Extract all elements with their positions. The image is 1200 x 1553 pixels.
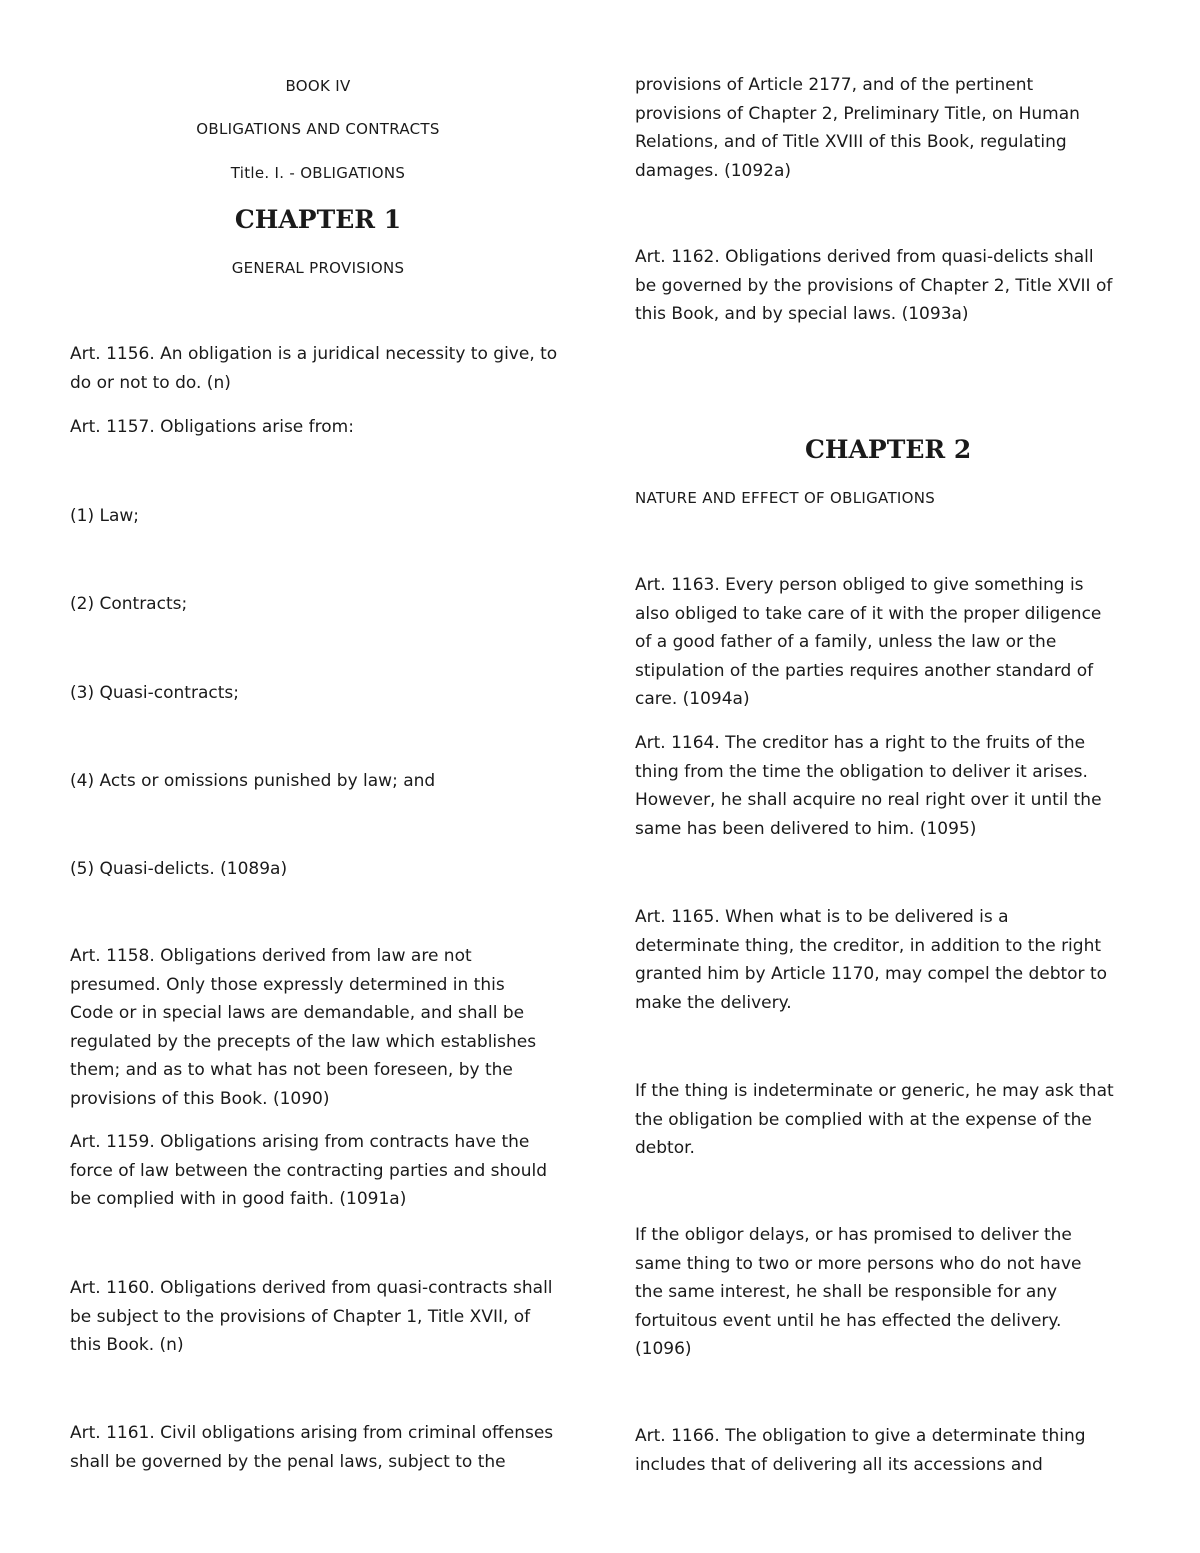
book-heading: BOOK IV [285, 77, 351, 95]
paragraph-generic-thing: If the thing is indeterminate or generic, he may ask that the obligation be complied with at the expense of the debtor. [635, 1081, 1114, 1158]
chapter-1-heading: CHAPTER 1 [234, 205, 402, 234]
list-item: (1) Law; [70, 506, 140, 526]
article-1156: Art. 1156. An obligation is a juridical necessity to give, to do or not to do. (n) [70, 344, 558, 393]
article-1166: Art. 1166. The obligation to give a determinate thing includes that of delivering all its accessions and [635, 1426, 1086, 1475]
chapter-2-heading: CHAPTER 2 [805, 435, 972, 464]
article-1158: Art. 1158. Obligations derived from law are not presumed. Only those expressly determined in this Code or in special laws are demandable, and shall be regulated by the precepts of the law which establishes them; and as to what has not been foreseen, by the provisions of this Book. (1090) [70, 946, 537, 1109]
article-1160: Art. 1160. Obligations derived from quasi-contracts shall be subject to the provisions of Chapter 1, Title XVII, of this Book. (n) [70, 1278, 553, 1355]
chapter-1-subtitle: GENERAL PROVISIONS [231, 259, 405, 277]
article-1161: Art. 1161. Civil obligations arising from criminal offenses shall be governed by the penal laws, subject to the [70, 1423, 554, 1472]
chapter-2-subtitle: NATURE AND EFFECT OF OBLIGATIONS [635, 489, 936, 507]
article-1157: Art. 1157. Obligations arise from: [70, 417, 354, 437]
book-title: OBLIGATIONS AND CONTRACTS [196, 120, 440, 138]
article-1159: Art. 1159. Obligations arising from contracts have the force of law between the contracting parties and should be complied with in good faith. (1091a) [70, 1132, 547, 1209]
list-item: (5) Quasi-delicts. (1089a) [70, 859, 288, 879]
article-1161-continued: provisions of Article 2177, and of the pertinent provisions of Chapter 2, Preliminary Title, on Human Relations, and of Title XVIII of this Book, regulating damages. (1092a) [635, 75, 1080, 181]
title-heading: Title. I. - OBLIGATIONS [230, 164, 406, 182]
list-item: (2) Contracts; [70, 594, 188, 614]
paragraph-obligor-delay: If the obligor delays, or has promised to deliver the same thing to two or more persons who do not have the same interest, he shall be responsible for any fortuitous event until he has effected the delivery. (1096) [635, 1225, 1082, 1359]
article-1164: Art. 1164. The creditor has a right to the fruits of the thing from the time the obligation to deliver it arises. However, he shall acquire no real right over it until the same has been delivered to him. (1095) [635, 733, 1102, 839]
article-1163: Art. 1163. Every person obliged to give something is also obliged to take care of it with the proper diligence of a good father of a family, unless the law or the stipulation of the parties requires another standard of care. (1094a) [635, 575, 1102, 709]
list-item: (4) Acts or omissions punished by law; and [70, 771, 436, 791]
article-1165: Art. 1165. When what is to be delivered is a determinate thing, the creditor, in addition to the right granted him by Article 1170, may compel the debtor to make the delivery. [635, 907, 1108, 1013]
article-1162: Art. 1162. Obligations derived from quasi-delicts shall be governed by the provisions of Chapter 2, Title XVII of this Book, and by special laws. (1093a) [635, 247, 1113, 324]
list-item: (3) Quasi-contracts; [70, 683, 239, 703]
